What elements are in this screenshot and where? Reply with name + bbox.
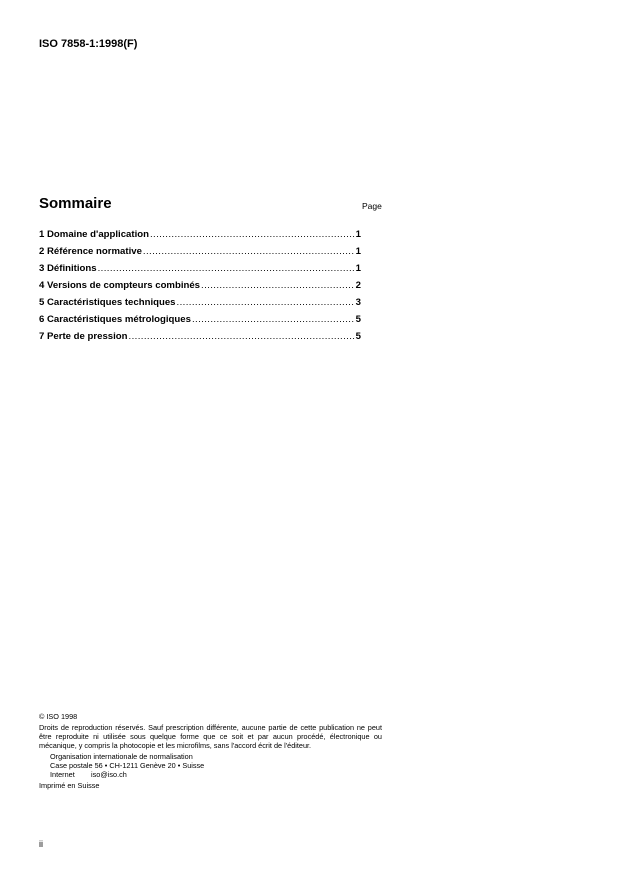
toc-entry-7[interactable]: [39, 331, 361, 348]
toc-title: Sommaire: [39, 195, 112, 212]
toc-entry-5[interactable]: [39, 297, 361, 314]
toc-leader-dots: [129, 331, 355, 342]
postal-address: Case postale 56 • CH-1211 Genève 20 • Suisse: [50, 761, 205, 770]
toc-page-column-label: Page: [362, 201, 382, 211]
toc-leader-dots: [150, 229, 355, 240]
toc-entry-label: 6 Caractéristiques métrologiques: [39, 314, 191, 325]
toc-leader-dots: [192, 314, 355, 325]
toc-entry-1[interactable]: [39, 229, 361, 246]
reproduction-rights-text: Droits de reproduction réservés. Sauf prescription différente, aucune partie de cette publication ne peut être reproduite ni utilisée sous quelque forme que ce soit et par aucun procédé, électronique ou mécanique, y compris la photocopie et les microfilms, sans l'accord écrit de l'éditeur.: [39, 723, 382, 750]
internet-label: Internet: [50, 770, 75, 779]
toc-leader-dots: [201, 280, 355, 291]
copyright-notice: © ISO 1998: [39, 712, 78, 721]
toc-entry-2[interactable]: [39, 246, 361, 263]
toc-entry-label: 4 Versions de compteurs combinés: [39, 280, 201, 291]
toc-entry-page: 5: [355, 331, 361, 342]
toc-leader-dots: [177, 297, 355, 308]
toc-entry-page: 1: [355, 229, 361, 240]
toc-entry-label: 3 Définitions: [39, 263, 97, 274]
toc-entry-4[interactable]: [39, 280, 361, 297]
toc-leader-dots: [143, 246, 355, 257]
toc-entry-6[interactable]: [39, 314, 361, 331]
organisation-name: Organisation internationale de normalisation: [50, 752, 193, 761]
toc-entry-page: 1: [355, 246, 361, 257]
toc-entry-page: 5: [355, 314, 361, 325]
toc-entry-3[interactable]: [39, 263, 361, 280]
page-number: ii: [39, 839, 43, 849]
internet-email-link[interactable]: iso@iso.ch: [91, 770, 127, 779]
toc-entry-page: 2: [355, 280, 361, 291]
internet-line: [39, 770, 382, 779]
toc-leader-dots: [98, 263, 355, 274]
toc-entry-label: 7 Perte de pression: [39, 331, 128, 342]
toc-entry-page: 3: [355, 297, 361, 308]
toc-entry-label: 2 Référence normative: [39, 246, 142, 257]
toc-entry-label: 5 Caractéristiques techniques: [39, 297, 176, 308]
toc-entry-label: 1 Domaine d'application: [39, 229, 149, 240]
document-id: ISO 7858-1:1998(F): [39, 38, 138, 50]
toc-entry-page: 1: [355, 263, 361, 274]
printed-in: Imprimé en Suisse: [39, 781, 100, 790]
table-of-contents: [39, 229, 361, 348]
copyright-block: [39, 712, 382, 790]
